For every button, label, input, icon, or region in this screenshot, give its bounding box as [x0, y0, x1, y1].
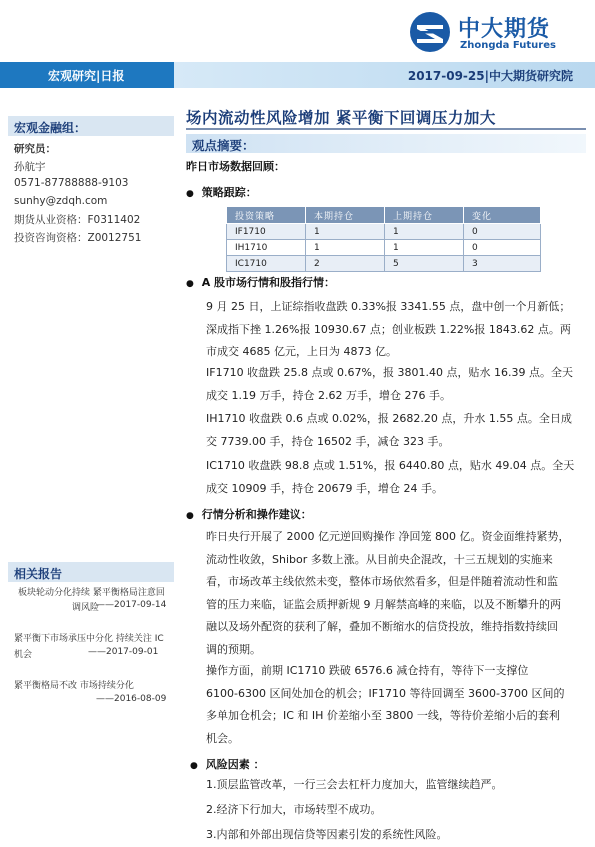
text-line: 深成指下挫 1.26%报 10930.67 点；创业板跌 1.22%报 1843.62 点。两 [206, 322, 571, 336]
table-cell: 0 [464, 224, 541, 240]
researcher-phone: 0571-87788888-9103 [14, 177, 129, 189]
text-line: 交 7739.00 手，持仓 16502 手，减仓 323 手。 [206, 434, 450, 448]
text-line: IF1710 收盘跌 25.8 点或 0.67%，报 3801.40 点，贴水 16.39 点。全天 [206, 366, 573, 379]
table-cell: 1 [385, 224, 464, 240]
text-line: 融以及场外配资的获利了解，叠加不断缩水的信贷投放，维持指数持续回 [206, 620, 558, 633]
table-cell: 2 [306, 256, 385, 272]
table-cell: 1 [306, 224, 385, 240]
text-line: 操作方面，前期 IC1710 跌破 6576.6 减仓持有，等待下一支撑位 [206, 664, 529, 677]
table-cell: 3 [464, 256, 541, 272]
risk-item: 1.顶层监管改革，一行三会去杠杆力度加大，监管继续趋严。 [206, 778, 503, 791]
analysis-paragraph [206, 660, 591, 750]
risk-item: 2.经济下行加大，市场转型不成功。 [206, 803, 382, 816]
analysis-heading: 行情分析和操作建议： [201, 508, 312, 521]
zhongda-logo-icon [408, 10, 452, 54]
related-report-date: ——2016-08-09 [96, 694, 167, 704]
report-section-label: 宏观研究|日报 [48, 69, 125, 83]
text-line: 流动性收敛，Shibor 多数上涨。从目前央企混改，十三五规划的实施来 [206, 552, 553, 566]
bullet-icon: ● [186, 511, 194, 521]
team-title: 宏观金融组： [14, 121, 87, 135]
table-cell: IF1710 [227, 224, 306, 240]
report-title: 场内流动性风险增加 紧平衡下回调压力加大 [186, 108, 496, 127]
text-line: 昨日央行开展了 2000 亿元逆回购操作 净回笼 800 亿。资金面维持紧势， [206, 530, 570, 543]
table-row [227, 224, 541, 240]
related-report-title[interactable]: 紧平衡下市场承压中分化 持续关注 IC [14, 634, 164, 644]
text-line: 多单加仓机会；IC 和 IH 价差缩小至 3800 一线，等待价差缩小后的套利 [206, 709, 560, 722]
text-line: 成交 1.19 万手，持仓 2.62 万手，增仓 276 手。 [206, 388, 451, 402]
bullet-icon: ● [190, 761, 198, 771]
review-heading: 昨日市场数据回顾： [186, 160, 285, 173]
researcher-email[interactable]: sunhy@zdqh.com [14, 195, 108, 207]
table-header-cell: 本期持仓 [306, 207, 385, 224]
risk-item: 3.内部和外部出现信贷等因素引发的系统性风险。 [206, 828, 448, 841]
risk-heading: 风险因素 ： [205, 758, 265, 771]
futures-license: 期货从业资格：F0311402 [14, 214, 141, 226]
risk-heading-row [190, 756, 265, 772]
logo-chinese-name: 中大期货 [458, 17, 551, 42]
text-line: 看，市场改革主线依然未变，整体市场依然看多，但是伴随着流动性和监 [206, 575, 558, 588]
market-paragraph [206, 408, 591, 453]
market-paragraph [206, 296, 591, 364]
team-header [8, 116, 174, 136]
related-reports-title: 相关报告 [14, 567, 63, 581]
market-paragraph [206, 455, 591, 500]
analysis-paragraph [206, 526, 591, 661]
text-line: IH1710 收盘跌 0.6 点或 0.02%，报 2682.20 点，升水 1.55 点。全日成 [206, 412, 572, 425]
table-cell: IC1710 [227, 256, 306, 272]
text-line: 市成交 4685 亿元，上日为 4873 亿。 [206, 345, 397, 358]
text-line: 成交 10909 手，持仓 20679 手，增仓 24 手。 [206, 481, 443, 495]
company-logo [408, 10, 578, 54]
text-line: 6100-6300 区间处加仓的机会；IF1710 等待回调至 3600-3700 区间的 [206, 686, 565, 700]
advisory-license: 投资咨询资格：Z0012751 [14, 232, 142, 244]
market-heading: A 股市场行情和股指行情： [201, 276, 336, 289]
table-header-row [227, 207, 541, 224]
related-report-title-cont[interactable]: 机会 [14, 650, 33, 660]
table-cell: 0 [464, 240, 541, 256]
table-header-cell: 投资策略 [227, 207, 306, 224]
table-cell: 1 [385, 240, 464, 256]
logo-english-name: Zhongda Futures [460, 40, 556, 51]
researcher-label: 研究员： [14, 143, 56, 155]
strategy-table [226, 206, 541, 272]
related-report-title-cont[interactable]: 调风险 [72, 603, 100, 613]
bullet-icon: ● [186, 279, 194, 289]
table-cell: IH1710 [227, 240, 306, 256]
bullet-icon: ● [186, 189, 194, 199]
table-cell: 5 [385, 256, 464, 272]
summary-bar [186, 134, 586, 153]
table-header-cell: 变化 [464, 207, 541, 224]
text-line: 调的预期。 [206, 642, 261, 656]
researcher-name: 孙航宇 [14, 161, 46, 173]
text-line: 机会。 [206, 731, 239, 745]
text-line: 9 月 25 日，上证综指收盘跌 0.33%报 3341.55 点，盘中创一个月新低； [206, 300, 571, 313]
report-date-band [174, 62, 595, 88]
market-heading-row [186, 274, 335, 290]
market-paragraph [206, 362, 591, 407]
related-report-title[interactable]: 板块轮动分化持续 紧平衡格局注意回 [18, 588, 165, 598]
table-header-cell: 上期持仓 [385, 207, 464, 224]
strategy-heading-row [186, 184, 257, 200]
related-report-title[interactable]: 紧平衡格局不改 市场持续分化 [14, 681, 134, 691]
table-cell: 1 [306, 240, 385, 256]
text-line: IC1710 收盘跌 98.8 点或 1.51%，报 6440.80 点，贴水 49.04 点。全天 [206, 459, 575, 472]
text-line: 管的压力来临，证监会质押新规 9 月解禁高峰的来临，以及不断攀升的两 [206, 597, 561, 611]
report-type-band [0, 62, 174, 88]
table-row [227, 256, 541, 272]
related-report-date: ——2017-09-14 [96, 600, 167, 610]
table-row [227, 240, 541, 256]
related-report-date: ——2017-09-01 [88, 647, 159, 657]
related-reports-header [8, 562, 174, 582]
analysis-heading-row [186, 506, 312, 522]
summary-label: 观点摘要： [192, 138, 255, 153]
risk-list [206, 772, 591, 847]
strategy-heading: 策略跟踪： [201, 186, 257, 199]
title-divider [186, 128, 586, 130]
report-date-org: 2017-09-25|中大期货研究院 [407, 69, 573, 83]
